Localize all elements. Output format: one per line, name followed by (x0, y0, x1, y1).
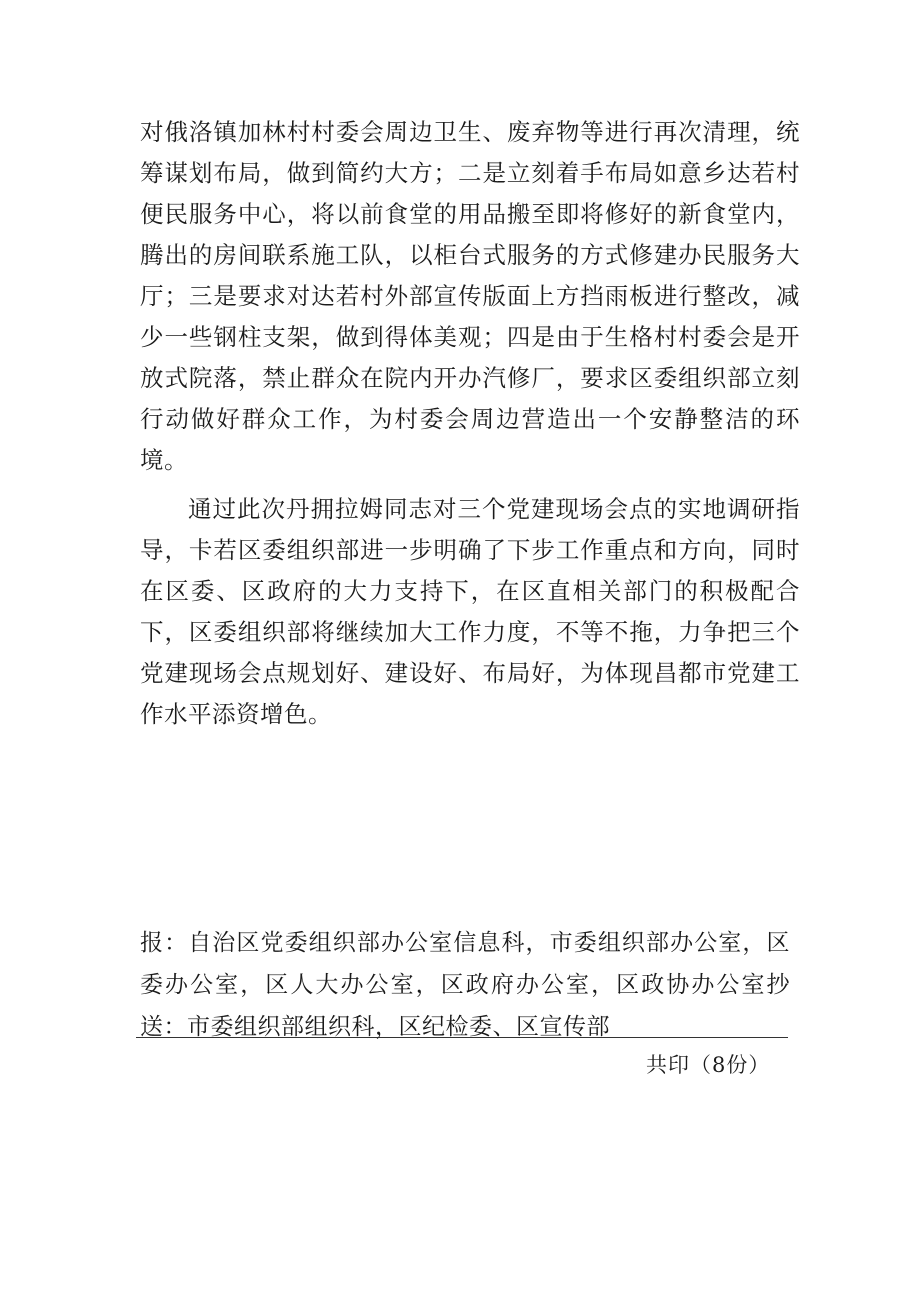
footer-divider (136, 1037, 788, 1038)
continued-paragraph: 对俄洛镇加林村村委会周边卫生、废弃物等进行再次清理，统筹谋划布局，做到简约大方；二是立刻着手布局如意乡达若村便民服务中心，将以前食堂的用品搬至即将修好的新食堂内，腾出的房间联系施工队，以柜台式服务的方式修建办民服务大厅；三是要求对达若村外部宣传版面上方挡雨板进行整改，减少一些钢柱支架，做到得体美观；四是由于生格村村委会是开放式院落，禁止群众在院内开办汽修厂，要求区委组织部立刻行动做好群众工作，为村委会周边营造出一个安静整洁的环境。 (140, 118, 800, 474)
closing-paragraph: 通过此次丹拥拉姆同志对三个党建现场会点的实地调研指导，卡若区委组织部进一步明确了下步工作重点和方向，同时在区委、区政府的大力支持下，在区直相关部门的积极配合下，区委组织部将继续加大工作力度，不等不拖，力争把三个党建现场会点规划好、建设好、布局好，为体现昌都市党建工作水平添资增色。 (140, 495, 800, 728)
distribution-list: 报：自治区党委组织部办公室信息科，市委组织部办公室，区委办公室，区人大办公室，区政府办公室，区政协办公室抄送：市委组织部组织科，区纪检委、区宣传部 (140, 930, 790, 1040)
print-count: 共印（8份） (646, 1053, 771, 1077)
document-body (140, 112, 800, 735)
